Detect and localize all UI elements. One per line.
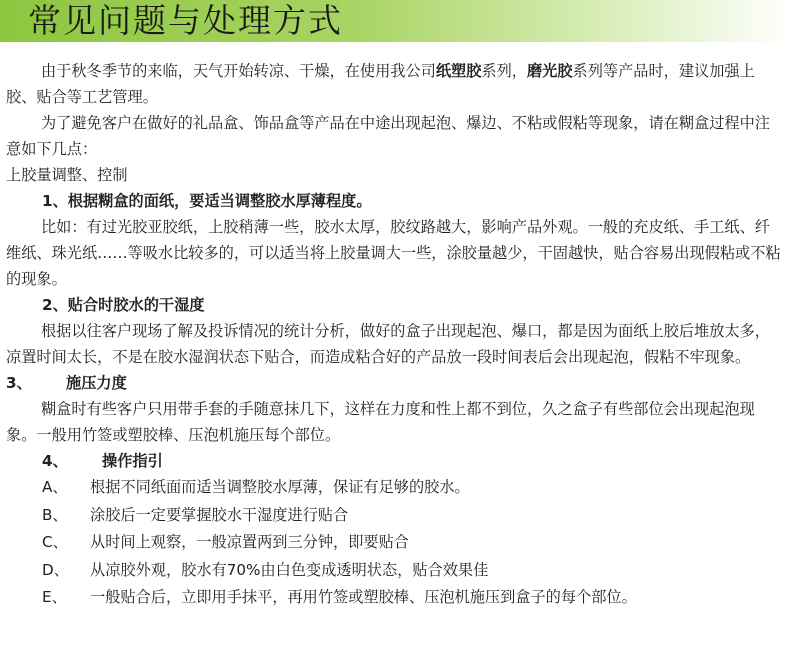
section-2-body: 根据以往客户现场了解及投诉情况的统计分析，做好的盒子出现起泡、爆口，都是因为面纸上胶后堆放太多，凉置时间太长，不是在胶水湿润状态下贴合，而造成粘合好的产品放一段时间表后会出现起泡，假粘不牢现象。: [6, 322, 770, 366]
intro-paragraph: [6, 58, 790, 110]
step-text: 从时间上观察，一般凉置两到三分钟，即要贴合: [90, 533, 409, 551]
intro-text-a: 由于秋冬季节的来临，天气开始转凉、干燥，在使用我公司: [40, 62, 436, 80]
product-name-polishing-glue: 磨光胶: [526, 62, 573, 80]
product-name-paper-plastic-glue: 纸塑胶: [435, 62, 482, 80]
section-label: 上胶量调整、控制: [6, 166, 128, 184]
step-text: 涂胶后一定要掌握胶水干湿度进行贴合: [90, 505, 349, 524]
step-d: [6, 557, 790, 585]
section-3-heading: [6, 370, 790, 396]
intro-text-b: 系列，: [481, 62, 527, 80]
step-letter: B、: [42, 505, 68, 524]
notice-paragraph: 为了避免客户在做好的礼品盒、饰品盒等产品在中途出现起泡、爆边、不粘或假粘等现象，请在糊盒过程中注意如下几点：: [6, 114, 770, 158]
step-letter: A、: [42, 478, 68, 496]
step-c: [6, 529, 790, 557]
section-4-title: 操作指引: [102, 452, 163, 470]
step-text: 根据不同纸面而适当调整胶水厚薄，保证有足够的胶水。: [90, 478, 470, 496]
section-4-heading: [6, 448, 790, 474]
section-3-title: 施压力度: [66, 374, 127, 392]
step-letter: C、: [42, 533, 68, 551]
page-title: 常见问题与处理方式: [28, 1, 343, 40]
section-3-body: 糊盒时有些客户只用带手套的手随意抹几下，这样在力度和性上都不到位，久之盒子有些部位会出现起泡现象。一般用竹签或塑胶棒、压泡机施压每个部位。: [6, 400, 755, 444]
step-text: 一般贴合后，立即用手抹平，再用竹签或塑胶棒、压泡机施压到盒子的每个部位。: [90, 588, 637, 606]
intro-text-c: 系列等产品时，建议加强上胶、贴合等工艺管理。: [6, 62, 755, 106]
section-3-number: 3、: [6, 374, 32, 392]
section-1-heading: 1、根据糊盒的面纸，要适当调整胶水厚薄程度。: [42, 192, 372, 210]
section-1-body: 比如：有过光胶亚胶纸，上胶稍薄一些，胶水太厚，胶纹路越大，影响产品外观。一般的充皮纸、手工纸、纤维纸、珠光纸……等吸水比较多的，可以适当将上胶量调大一些，涂胶量越少，干固越快，贴合容易出现假粘或不粘的现象。: [6, 218, 781, 288]
step-a: [6, 474, 790, 502]
step-e: [6, 584, 790, 612]
step-letter: D、: [42, 560, 69, 579]
section-4-number: 4、: [42, 452, 68, 470]
article-body: [6, 58, 790, 612]
section-2-heading: 2、贴合时胶水的干湿度: [42, 296, 205, 314]
title-banner: [0, 0, 793, 42]
step-text: 从凉胶外观，胶水有70%由白色变成透明状态，贴合效果佳: [90, 560, 489, 579]
step-b: [6, 502, 790, 530]
step-letter: E、: [42, 588, 67, 606]
